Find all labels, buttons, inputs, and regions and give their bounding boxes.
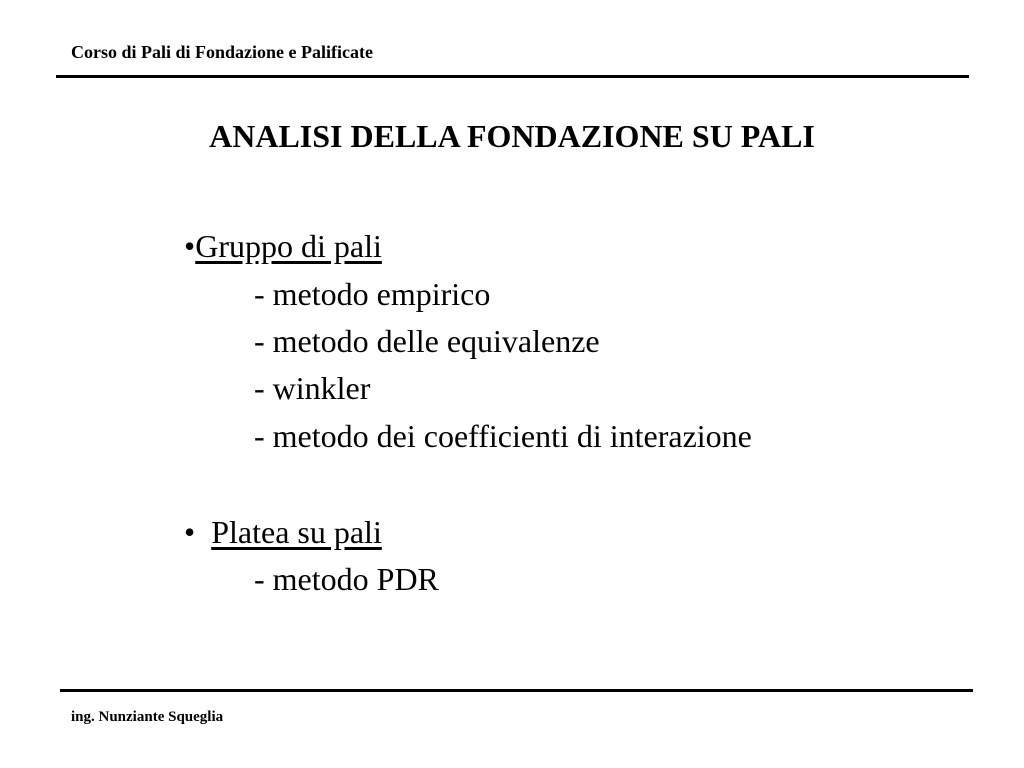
- section-heading-line: [184, 222, 382, 270]
- footer-author: ing. Nunziante Squeglia: [71, 709, 224, 725]
- slide-title: ANALISI DELLA FONDAZIONE SU PALI: [209, 118, 815, 154]
- list-item: - metodo empirico: [254, 276, 491, 312]
- list-item: - winkler: [254, 370, 371, 406]
- course-title: Corso di Pali di Fondazione e Palificate: [71, 42, 373, 62]
- footer-divider: [60, 689, 973, 692]
- header-divider: [56, 75, 969, 78]
- list-item: - metodo delle equivalenze: [254, 323, 600, 359]
- section-heading-line: [184, 508, 382, 556]
- bullet-icon: •: [184, 514, 196, 550]
- section-heading: Gruppo di pali: [195, 228, 382, 264]
- section-heading: Platea su pali: [211, 514, 382, 550]
- list-item: - metodo PDR: [254, 561, 439, 597]
- bullet-icon: •: [184, 228, 196, 264]
- list-item: - metodo dei coefficienti di interazione: [254, 418, 752, 454]
